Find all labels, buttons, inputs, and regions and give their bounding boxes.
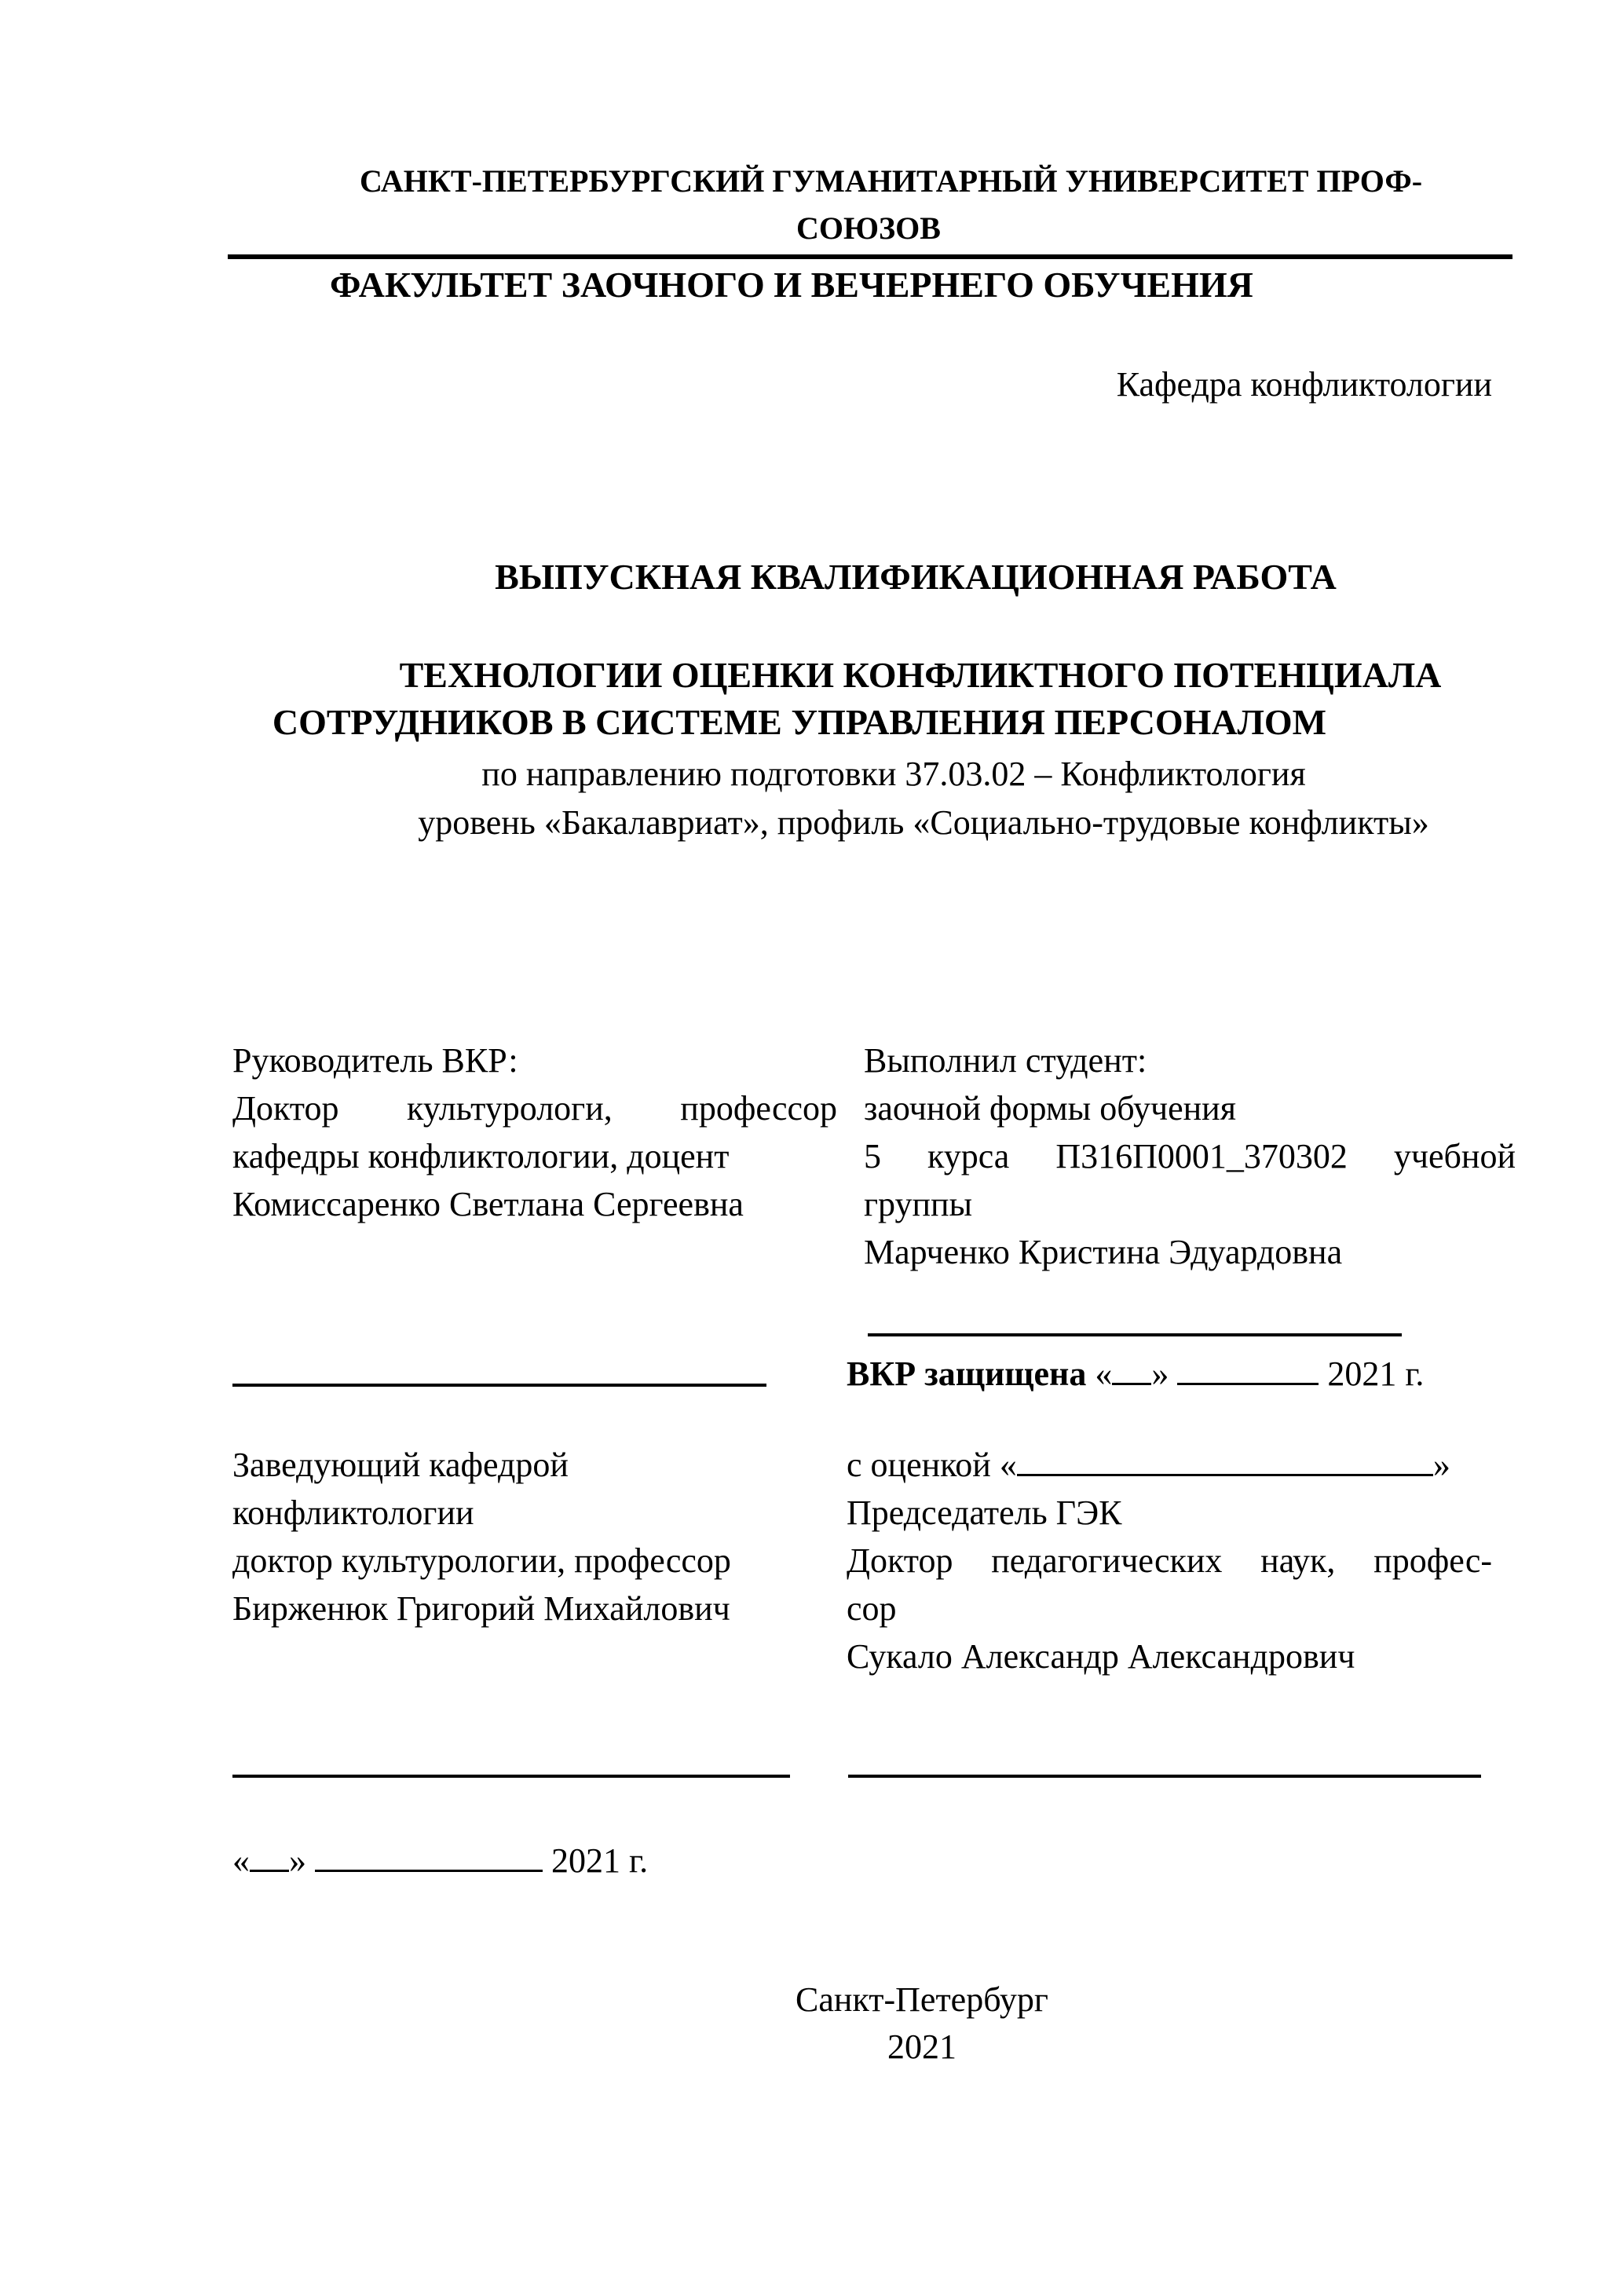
supervisor-block (232, 1036, 837, 1228)
word: 5 (864, 1137, 881, 1175)
word: П316П0001_370302 (1055, 1137, 1348, 1175)
word: курса (927, 1137, 1010, 1175)
supervisor-position: кафедры конфликтологии, доцент (232, 1137, 730, 1175)
chair-name: Сукало Александр Александрович (847, 1637, 1355, 1676)
open-quote: « (1095, 1355, 1113, 1393)
word: педагогических (991, 1541, 1223, 1580)
chair-degree (847, 1537, 1492, 1585)
work-title-line1: ТЕХНОЛОГИИ ОЦЕНКИ КОНФЛИКТНОГО ПОТЕНЦИАЛА (399, 655, 1442, 695)
defense-day-blank[interactable] (1112, 1353, 1151, 1385)
university-name-line1: САНКТ-ПЕТЕРБУРГСКИЙ ГУМАНИТАРНЫЙ УНИВЕРСИТЕТ ПРОФ- (360, 163, 1423, 199)
grade-line (847, 1441, 1492, 1489)
supervisor-name: Комиссаренко Светлана Сергеевна (232, 1185, 744, 1223)
department-name: Кафедра конфликтологии (1116, 365, 1492, 404)
level-and-profile: уровень «Бакалавриат», профиль «Социально-трудовые конфликты» (418, 803, 1429, 842)
head-name: Бирженюк Григорий Михайлович (232, 1589, 730, 1628)
commission-block (847, 1441, 1492, 1680)
word: Доктор (847, 1541, 953, 1580)
student-name: Марченко Кристина Эдуардовна (864, 1233, 1343, 1271)
supervisor-degree (232, 1084, 837, 1132)
supervisor-label: Руководитель ВКР: (232, 1041, 518, 1080)
word: наук, (1260, 1541, 1336, 1580)
word: Доктор (232, 1089, 339, 1128)
approval-date-line (232, 1837, 648, 1885)
grade-close-quote: » (1432, 1446, 1450, 1484)
defense-label: ВКР защищена (847, 1355, 1087, 1393)
word: профес- (1373, 1541, 1493, 1580)
head-of-department-block (232, 1441, 837, 1632)
grade-label: с оценкой « (847, 1446, 1017, 1484)
student-course-group (864, 1132, 1516, 1180)
defense-year: 2021 г. (1327, 1355, 1425, 1393)
student-group-label: группы (864, 1185, 973, 1223)
head-position: Заведующий кафедрой (232, 1446, 569, 1484)
defense-month-blank[interactable] (1177, 1353, 1319, 1385)
student-label: Выполнил студент: (864, 1041, 1147, 1080)
student-study-form: заочной формы обучения (864, 1089, 1236, 1128)
study-direction: по направлению подготовки 37.03.02 – Конфликтология (481, 755, 1306, 793)
supervisor-signature-line[interactable] (232, 1384, 766, 1387)
close-quote: » (1151, 1355, 1169, 1393)
header-rule (228, 254, 1512, 259)
defense-date-line (847, 1351, 1424, 1398)
chair-degree-continued: сор (847, 1589, 897, 1628)
open-quote: « (232, 1841, 250, 1880)
approval-month-blank[interactable] (315, 1840, 543, 1872)
city: Санкт-Петербург (796, 1980, 1048, 2019)
student-block (864, 1036, 1516, 1276)
chair-signature-line[interactable] (848, 1775, 1481, 1778)
word: культурологи, (406, 1089, 613, 1128)
close-quote: » (289, 1841, 306, 1880)
head-degree: доктор культурологии, профессор (232, 1541, 731, 1580)
word: учебной (1393, 1137, 1516, 1175)
university-name-line2: СОЮЗОВ (796, 210, 941, 246)
year: 2021 (887, 2027, 956, 2066)
approval-day-blank[interactable] (250, 1840, 289, 1872)
head-signature-line[interactable] (232, 1775, 790, 1778)
approval-year: 2021 г. (551, 1841, 649, 1880)
head-department: конфликтологии (232, 1493, 474, 1532)
word: профессор (680, 1089, 838, 1128)
grade-blank[interactable] (1017, 1444, 1433, 1476)
chair-label: Председатель ГЭК (847, 1493, 1122, 1532)
student-signature-line[interactable] (868, 1333, 1402, 1336)
faculty-name: ФАКУЛЬТЕТ ЗАОЧНОГО И ВЕЧЕРНЕГО ОБУЧЕНИЯ (330, 265, 1253, 305)
work-title-line2: СОТРУДНИКОВ В СИСТЕМЕ УПРАВЛЕНИЯ ПЕРСОНАЛОМ (272, 702, 1327, 742)
work-type-heading: ВЫПУСКНАЯ КВАЛИФИКАЦИОННАЯ РАБОТА (495, 557, 1337, 597)
